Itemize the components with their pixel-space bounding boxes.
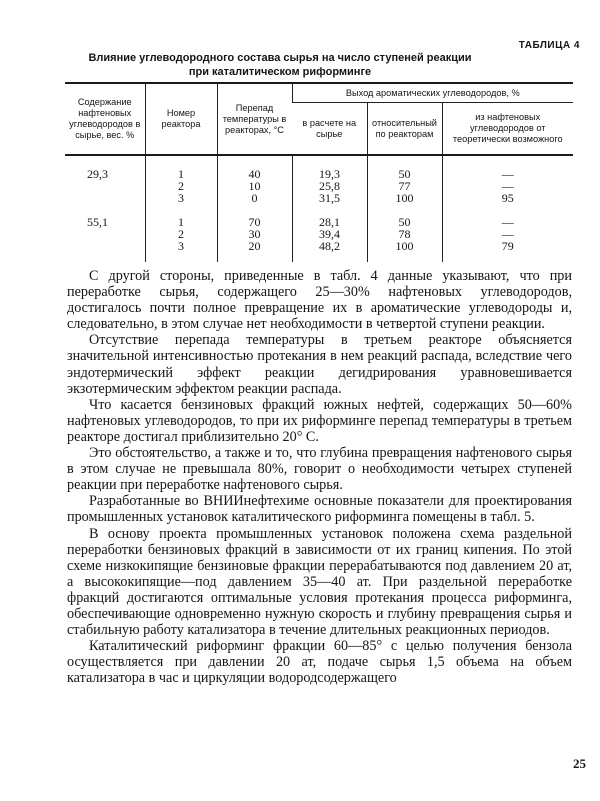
- header-yield-on-feed: в расчете на сырье: [292, 103, 367, 156]
- cell-temp-drop: 20: [217, 240, 292, 262]
- cell-temp-drop: 0: [217, 192, 292, 204]
- cell-relative: 100: [367, 192, 442, 204]
- table-row: [65, 192, 573, 204]
- cell-on-feed: 31,5: [292, 192, 367, 204]
- cell-reactor: 3: [145, 240, 217, 262]
- body-text: [67, 268, 572, 686]
- cell-reactor: 1: [145, 155, 217, 180]
- cell-relative: 50: [367, 204, 442, 228]
- cell-from-naphthenes: —: [442, 180, 573, 192]
- table-title-line-2: при каталитическом риформинге: [188, 66, 372, 78]
- cell-from-naphthenes: 79: [442, 240, 573, 262]
- table-label: ТАБЛИЦА 4: [518, 40, 580, 51]
- paragraph: Отсутствие перепада температуры в третьем реакторе объясняется значительной интенсивностью протекания в нем реакций распада, вследствие чего эндотермический эффект реакции дегидрирования уравновешивается экзотермическим эффектом реакции распада.: [67, 332, 572, 397]
- paragraph: Разработанные во ВНИИнефтехиме основные показатели для проектирования промышленных установок каталитического риформинга помещены в табл. 5.: [67, 493, 572, 526]
- header-yield-from-naphthenes: из нафтеновых углеводородов от теоретически возможного: [442, 103, 573, 156]
- header-temp-drop: Перепад температуры в реакторах, °С: [217, 83, 292, 155]
- cell-reactor: 2: [145, 180, 217, 192]
- paragraph: Что касается бензиновых фракций южных нефтей, содержащих 50—60% нафтеновых углеводородов, то при их риформинге перепад температуры в третьем реакторе достигал приблизительно 20° С.: [67, 396, 572, 445]
- header-yield-relative: относительный по реакторам: [367, 103, 442, 156]
- cell-reactor: 2: [145, 228, 217, 240]
- paragraph: В основу проекта промышленных установок положена схема раздельной переработки бензиновых фракций в зависимости от их границ кипения. По этой схеме низкокипящие бензиновые фракции перерабатываются под давлением 20 ат, а высококипящие—под давлением 35—40 ат. При раздельной переработке фракций достигаются оптимальные условия протекания процесса риформинга, обеспечивающие одновременно нужную скорость и глубину превращения сырья и стабильную работу катализатора в течение длительных реакционных периодов.: [67, 525, 572, 639]
- cell-from-naphthenes: —: [442, 228, 573, 240]
- cell-temp-drop: 30: [217, 228, 292, 240]
- paragraph: Каталитический риформинг фракции 60—85° с целью получения бензола осуществляется при давлении 20 ат, подаче сырья 1,5 объема на объем катализатора в час и циркуляции водородсодержащего: [67, 638, 572, 687]
- cell-from-naphthenes: 95: [442, 192, 573, 204]
- cell-on-feed: 28,1: [292, 204, 367, 228]
- cell-on-feed: 39,4: [292, 228, 367, 240]
- cell-relative: 77: [367, 180, 442, 192]
- table-title-line-1: Влияние углеводородного состава сырья на число ступеней реакции: [88, 52, 472, 64]
- page-number: 25: [573, 756, 586, 771]
- cell-on-feed: 25,8: [292, 180, 367, 192]
- cell-relative: 78: [367, 228, 442, 240]
- table-row: [65, 240, 573, 262]
- table-title: [80, 51, 480, 79]
- cell-reactor: 3: [145, 192, 217, 204]
- header-aromatics-yield: Выход ароматических углеводородов, %: [292, 83, 573, 103]
- cell-temp-drop: 10: [217, 180, 292, 192]
- paragraph: Это обстоятельство, а также и то, что глубина превращения нафтенового сырья в этом случае не превышала 80%, говорит о необходимости четырех ступеней реакции при переработке нафтенового сырья.: [67, 445, 572, 494]
- header-reactor-number: Номер реактора: [145, 83, 217, 155]
- header-naphthene-content: Содержание нафтеновых углеводородов в сырье, вес. %: [65, 83, 145, 155]
- cell-temp-drop: 40: [217, 155, 292, 180]
- paragraph: С другой стороны, приведенные в табл. 4 данные указывают, что при переработке сырья, содержащего 25—30% нафтеновых углеводородов, достигалось почти полное превращение их в ароматические углеводороды и, следовательно, в этом случае нет необходимости в четвертой ступени реакции.: [67, 268, 572, 333]
- cell-temp-drop: 70: [217, 204, 292, 228]
- table-row: [65, 155, 573, 180]
- cell-naphthene-content: 55,1: [87, 215, 108, 229]
- cell-relative: 50: [367, 155, 442, 180]
- table-row: [65, 204, 573, 228]
- cell-on-feed: 48,2: [292, 240, 367, 262]
- cell-from-naphthenes: —: [442, 204, 573, 228]
- data-table: [65, 82, 573, 262]
- cell-reactor: 1: [145, 204, 217, 228]
- cell-from-naphthenes: —: [442, 155, 573, 180]
- cell-relative: 100: [367, 240, 442, 262]
- cell-naphthene-content: 29,3: [87, 167, 108, 181]
- cell-on-feed: 19,3: [292, 155, 367, 180]
